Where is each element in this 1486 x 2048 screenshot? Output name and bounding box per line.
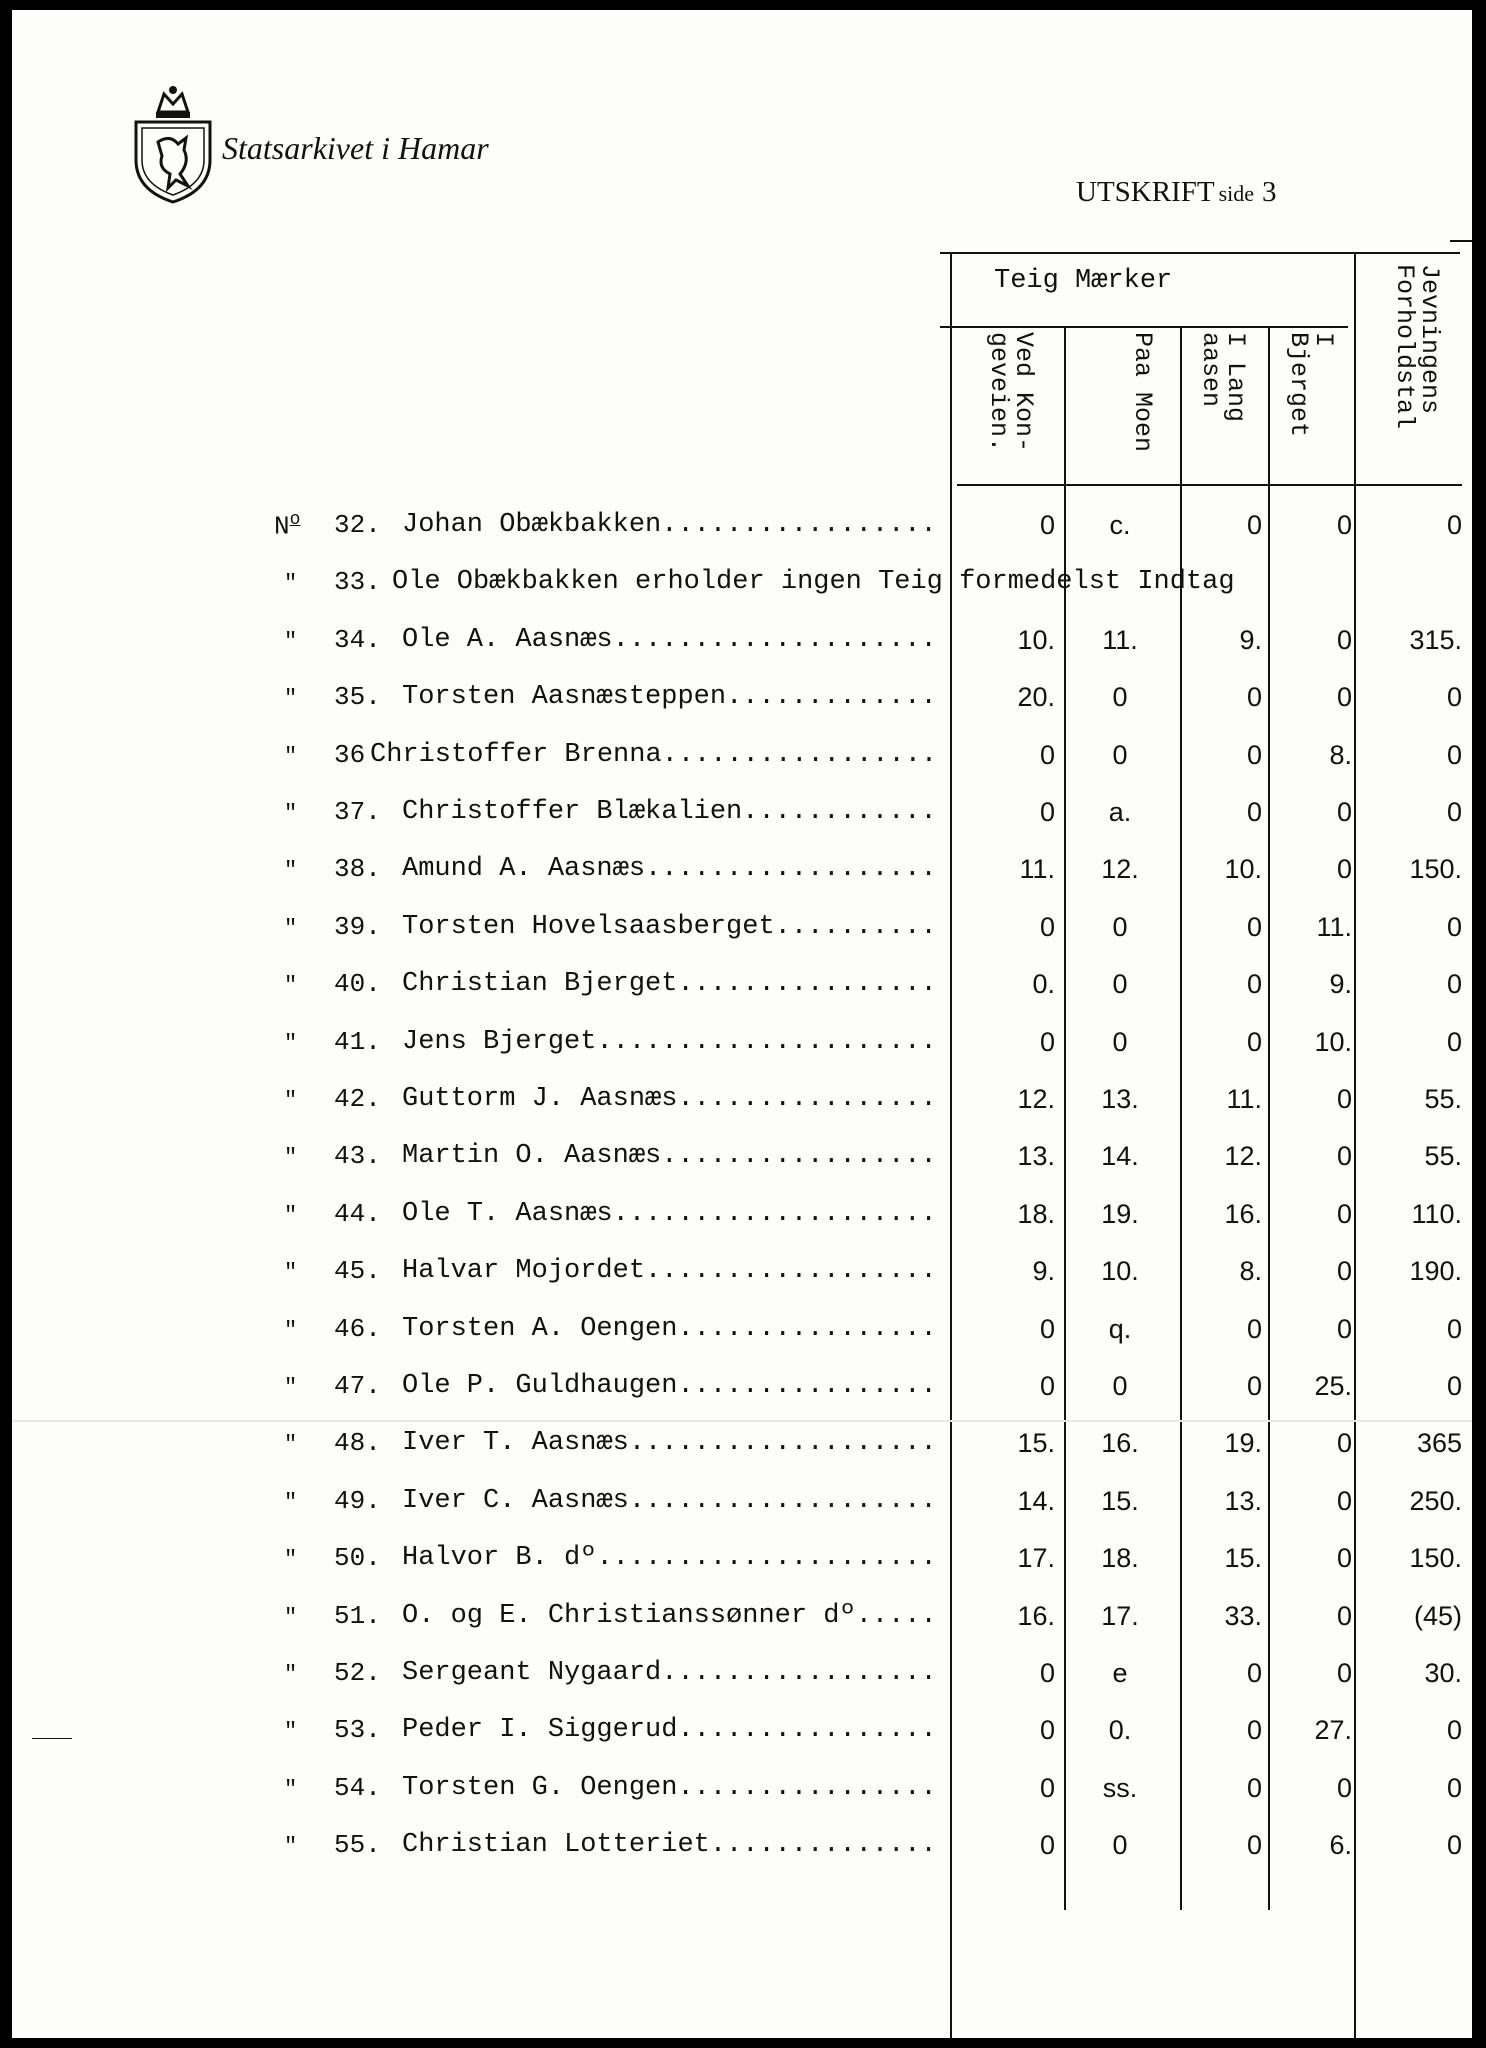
table-row <box>12 854 1472 898</box>
row-number: 36 <box>334 739 366 770</box>
table-row <box>12 1027 1472 1071</box>
row-number: 34. <box>334 624 381 655</box>
table-row <box>12 682 1472 726</box>
owner-name: O. og E. Christianssønner dº ..... <box>402 1601 940 1631</box>
value-i-langaasen: 33. <box>1224 1600 1262 1631</box>
value-i-langaasen: 15. <box>1224 1543 1262 1574</box>
col-header-ved-kongeveien: Ved Kon- geveien. <box>984 332 1038 453</box>
ditto-mark: " <box>284 571 298 597</box>
owner-name: Martin O. Aasnæs ..... <box>402 1141 940 1171</box>
value-paa-moen: 0 <box>1112 969 1128 1000</box>
table-row <box>12 1371 1472 1415</box>
value-i-bjerget: 0 <box>1336 1141 1352 1172</box>
table-row <box>12 912 1472 956</box>
value-forholdstal: 110. <box>1411 1198 1462 1229</box>
value-i-bjerget: 0 <box>1336 1543 1352 1574</box>
table-row <box>12 625 1472 669</box>
value-paa-moen: 10. <box>1101 1256 1139 1287</box>
col-header-jevningens-forholdstal: Jevningens Forholdstal <box>1390 264 1444 430</box>
table-row <box>12 797 1472 841</box>
value-i-langaasen: 11. <box>1226 1084 1262 1114</box>
value-i-bjerget: 0 <box>1336 1428 1352 1459</box>
paper-fold <box>12 1420 1472 1422</box>
value-i-langaasen: 13. <box>1224 1485 1262 1516</box>
value-i-bjerget: 0 <box>1336 624 1352 655</box>
col-header-paa-moen: Paa Moen <box>1128 332 1157 453</box>
value-i-bjerget: 0 <box>1336 1256 1352 1287</box>
table-row <box>12 1199 1472 1243</box>
ditto-mark: " <box>284 1030 298 1056</box>
page-number: 3 <box>1262 176 1277 208</box>
value-ved-kongeveien: 20. <box>1017 682 1055 713</box>
value-paa-moen: ss. <box>1102 1772 1138 1803</box>
value-i-langaasen: 0 <box>1246 1772 1262 1803</box>
ditto-mark: " <box>284 1547 298 1573</box>
row-note: Ole Obækbakken erholder ingen Teig formedelst Indtag <box>392 567 1235 598</box>
value-forholdstal: 0 <box>1446 1772 1462 1803</box>
value-paa-moen: e <box>1112 1658 1128 1688</box>
table-row <box>12 1543 1472 1587</box>
ditto-mark: " <box>284 1260 298 1286</box>
value-i-bjerget: 9. <box>1329 969 1352 1000</box>
owner-name: Christian Bjerget ..... <box>402 969 940 999</box>
value-i-bjerget: 0 <box>1336 1772 1352 1803</box>
row-number: 41. <box>334 1026 381 1057</box>
header-bottom-rule <box>957 484 1462 486</box>
owner-name: Torsten Hovelsaasberget ..... <box>402 912 940 942</box>
value-forholdstal: 0 <box>1446 1371 1462 1401</box>
value-forholdstal: 0 <box>1446 969 1462 1000</box>
ditto-mark: " <box>284 1776 298 1802</box>
value-forholdstal: 0 <box>1446 739 1462 770</box>
table-row <box>12 1141 1472 1185</box>
value-i-langaasen: 0 <box>1246 1026 1262 1057</box>
ditto-mark: " <box>284 743 298 769</box>
row-number: 55. <box>334 1830 381 1861</box>
ditto-mark: " <box>284 686 298 712</box>
row-number: 52. <box>334 1658 381 1688</box>
value-forholdstal: 150. <box>1409 1543 1462 1574</box>
value-paa-moen: 0 <box>1112 1830 1128 1861</box>
document-page <box>12 10 1472 2038</box>
value-i-bjerget: 27. <box>1314 1715 1352 1746</box>
value-ved-kongeveien: 0 <box>1039 1830 1055 1861</box>
value-paa-moen: 0 <box>1112 1026 1128 1057</box>
owner-name: Christian Lotteriet ..... <box>402 1830 940 1860</box>
value-paa-moen: 0 <box>1112 739 1128 770</box>
document-label <box>1076 176 1277 209</box>
row-number: 48. <box>334 1428 381 1459</box>
table-row <box>12 740 1472 784</box>
value-ved-kongeveien: 12. <box>1017 1084 1055 1114</box>
value-ved-kongeveien: 16. <box>1017 1600 1055 1631</box>
value-paa-moen: 18. <box>1101 1543 1139 1574</box>
value-i-langaasen: 19. <box>1224 1428 1262 1459</box>
ditto-mark: " <box>284 628 298 654</box>
number-prefix-letter: N <box>274 511 290 542</box>
value-ved-kongeveien: 11. <box>1019 854 1055 885</box>
value-forholdstal: 0 <box>1446 1830 1462 1861</box>
value-paa-moen: 0 <box>1112 911 1128 942</box>
value-i-langaasen: 0 <box>1246 1658 1262 1688</box>
value-i-bjerget: 8. <box>1329 739 1352 770</box>
ditto-mark: " <box>284 1317 298 1343</box>
value-paa-moen: 13. <box>1101 1084 1139 1114</box>
owner-name: Christoffer Brenna ..... <box>370 740 940 770</box>
value-i-bjerget: 0 <box>1336 1198 1352 1229</box>
value-ved-kongeveien: 0 <box>1039 797 1055 827</box>
value-i-langaasen: 0 <box>1246 1830 1262 1861</box>
row-number: 32. <box>334 510 381 540</box>
row-number: 44. <box>334 1198 381 1229</box>
value-paa-moen: 12. <box>1101 854 1139 885</box>
value-forholdstal: 0 <box>1446 1026 1462 1057</box>
table-top-rule-tick <box>1450 240 1472 242</box>
ditto-mark: " <box>284 1432 298 1458</box>
value-ved-kongeveien: 0 <box>1039 1715 1055 1746</box>
value-paa-moen: a. <box>1108 797 1132 827</box>
value-i-bjerget: 10. <box>1314 1026 1352 1057</box>
table-row <box>12 510 1472 554</box>
side-label: side <box>1218 181 1255 206</box>
group-header-teig-maerker: Teig Mærker <box>994 266 1173 296</box>
row-number: 53. <box>334 1715 381 1746</box>
table-row <box>12 1314 1472 1358</box>
table-row <box>12 567 1472 611</box>
value-forholdstal: 0 <box>1446 510 1462 540</box>
value-paa-moen: 0 <box>1112 1371 1128 1401</box>
row-number: 49. <box>334 1485 381 1516</box>
owner-name: Halvor B. dº ..... <box>402 1543 940 1573</box>
value-ved-kongeveien: 13. <box>1017 1141 1055 1172</box>
value-forholdstal: 0 <box>1446 1715 1462 1746</box>
value-ved-kongeveien: 18. <box>1017 1198 1055 1229</box>
row-number: 33. <box>334 567 381 598</box>
ditto-mark: " <box>284 1202 298 1228</box>
value-ved-kongeveien: 0 <box>1039 1371 1055 1401</box>
row-number: 42. <box>334 1084 381 1114</box>
value-i-langaasen: 0 <box>1246 739 1262 770</box>
row-number: 38. <box>334 854 381 885</box>
table-row <box>12 1658 1472 1702</box>
value-ved-kongeveien: 0 <box>1039 911 1055 942</box>
owner-name: Iver C. Aasnæs ..... <box>402 1486 940 1516</box>
table-row <box>12 1486 1472 1530</box>
value-i-langaasen: 12. <box>1224 1141 1262 1172</box>
value-paa-moen: 14. <box>1101 1141 1139 1172</box>
value-i-bjerget: 25. <box>1314 1371 1352 1401</box>
col-header-i-bjerget: I Bjerget <box>1284 332 1338 438</box>
value-i-langaasen: 0 <box>1246 797 1262 827</box>
value-i-langaasen: 0 <box>1246 510 1262 540</box>
row-number: 43. <box>334 1141 381 1172</box>
value-i-langaasen: 0 <box>1246 1313 1262 1344</box>
value-i-bjerget: 6. <box>1329 1830 1352 1861</box>
row-number: 47. <box>334 1371 381 1401</box>
value-ved-kongeveien: 0 <box>1039 510 1055 540</box>
value-forholdstal: 0 <box>1446 911 1462 942</box>
number-prefix-superscript: o <box>289 510 301 530</box>
owner-name: Torsten A. Oengen ..... <box>402 1314 940 1344</box>
row-number: 40. <box>334 969 381 1000</box>
value-paa-moen: q. <box>1108 1313 1132 1344</box>
table-row <box>12 1830 1472 1874</box>
value-ved-kongeveien: 0. <box>1032 969 1055 1000</box>
value-ved-kongeveien: 17. <box>1017 1543 1055 1574</box>
value-ved-kongeveien: 9. <box>1032 1256 1055 1287</box>
ditto-mark: " <box>284 1489 298 1515</box>
value-ved-kongeveien: 0 <box>1039 1026 1055 1057</box>
coat-of-arms-icon <box>128 82 218 204</box>
value-forholdstal: 0 <box>1446 797 1462 827</box>
value-ved-kongeveien: 0 <box>1039 1772 1055 1803</box>
value-paa-moen: c. <box>1109 510 1131 540</box>
archive-name: Statsarkivet i Hamar <box>222 130 489 166</box>
value-forholdstal: 0 <box>1446 682 1462 713</box>
table-row <box>12 969 1472 1013</box>
value-forholdstal: 0 <box>1446 1313 1462 1344</box>
value-forholdstal: 55. <box>1424 1141 1462 1172</box>
ditto-mark: " <box>284 1719 298 1745</box>
value-i-langaasen: 0 <box>1246 1715 1262 1746</box>
value-paa-moen: 0 <box>1112 682 1128 713</box>
value-ved-kongeveien: 15. <box>1017 1428 1055 1459</box>
ditto-mark: " <box>284 1834 298 1860</box>
value-i-langaasen: 9. <box>1239 624 1262 655</box>
owner-name: Ole A. Aasnæs ..... <box>402 625 940 655</box>
value-ved-kongeveien: 0 <box>1039 1313 1055 1344</box>
group-header-rule <box>940 326 1348 328</box>
value-forholdstal: 250. <box>1409 1485 1462 1516</box>
value-i-bjerget: 11. <box>1316 911 1352 942</box>
value-ved-kongeveien: 0 <box>1039 739 1055 770</box>
table-row <box>12 1256 1472 1300</box>
value-i-langaasen: 8. <box>1239 1256 1262 1287</box>
value-forholdstal: (45) <box>1413 1600 1462 1631</box>
owner-name: Guttorm J. Aasnæs ..... <box>402 1084 940 1114</box>
row-number: 51. <box>334 1600 381 1631</box>
table-top-rule <box>940 252 1460 254</box>
ditto-mark: " <box>284 1604 298 1630</box>
owner-name: Jens Bjerget ..... <box>402 1027 940 1057</box>
value-forholdstal: 55. <box>1424 1084 1462 1114</box>
value-i-langaasen: 0 <box>1246 911 1262 942</box>
doc-label: UTSKRIFT <box>1076 176 1215 208</box>
ditto-mark: " <box>284 1088 298 1113</box>
ditto-mark: " <box>284 973 298 999</box>
value-i-bjerget: 0 <box>1336 797 1352 827</box>
owner-name: Sergeant Nygaard ..... <box>402 1658 940 1688</box>
value-forholdstal: 315. <box>1409 624 1462 655</box>
row-number: 46. <box>334 1313 381 1344</box>
value-i-langaasen: 10. <box>1224 854 1262 885</box>
value-i-langaasen: 0 <box>1246 682 1262 713</box>
value-i-bjerget: 0 <box>1336 1084 1352 1114</box>
owner-name: Torsten G. Oengen ..... <box>402 1773 940 1803</box>
value-i-bjerget: 0 <box>1336 1658 1352 1688</box>
value-i-langaasen: 16. <box>1224 1198 1262 1229</box>
value-ved-kongeveien: 10. <box>1017 624 1055 655</box>
owner-name: Halvar Mojordet ..... <box>402 1256 940 1286</box>
value-i-bjerget: 0 <box>1336 854 1352 885</box>
row-number: 54. <box>334 1772 381 1803</box>
value-i-bjerget: 0 <box>1336 682 1352 713</box>
col-header-i-langaasen: I Lang aasen <box>1196 332 1250 423</box>
owner-name: Iver T. Aasnæs ..... <box>402 1428 940 1458</box>
owner-name: Johan Obækbakken ..... <box>402 510 940 540</box>
value-ved-kongeveien: 14. <box>1017 1485 1055 1516</box>
value-forholdstal: 190. <box>1409 1256 1462 1287</box>
number-prefix <box>274 510 300 542</box>
row-number: 35. <box>334 682 381 713</box>
ditto-mark: " <box>284 858 298 884</box>
owner-name: Peder I. Siggerud ..... <box>402 1715 940 1745</box>
ditto-mark: " <box>284 915 298 941</box>
value-forholdstal: 365 <box>1416 1428 1462 1459</box>
value-i-langaasen: 0 <box>1246 969 1262 1000</box>
table-row <box>12 1601 1472 1645</box>
ditto-mark: " <box>284 1375 298 1400</box>
value-ved-kongeveien: 0 <box>1039 1658 1055 1688</box>
value-paa-moen: 11. <box>1102 624 1138 655</box>
value-forholdstal: 30. <box>1424 1658 1462 1688</box>
owner-name: Christoffer Blækalien ..... <box>402 797 940 827</box>
value-paa-moen: 19. <box>1101 1198 1139 1229</box>
owner-name: Torsten Aasnæsteppen ..... <box>402 682 940 712</box>
table-row <box>12 1084 1472 1128</box>
row-number: 45. <box>334 1256 381 1287</box>
ditto-mark: " <box>284 801 298 826</box>
table-row <box>12 1428 1472 1472</box>
value-paa-moen: 0. <box>1108 1715 1132 1746</box>
value-forholdstal: 150. <box>1409 854 1462 885</box>
value-i-bjerget: 0 <box>1336 1313 1352 1344</box>
table-row <box>12 1773 1472 1817</box>
table-row <box>12 1715 1472 1759</box>
row-number: 37. <box>334 797 381 827</box>
value-i-langaasen: 0 <box>1246 1371 1262 1401</box>
value-paa-moen: 16. <box>1101 1428 1139 1459</box>
value-i-bjerget: 0 <box>1336 1485 1352 1516</box>
value-paa-moen: 15. <box>1101 1485 1139 1516</box>
value-i-bjerget: 0 <box>1336 1600 1352 1631</box>
value-i-bjerget: 0 <box>1336 510 1352 540</box>
ditto-mark: " <box>284 1145 298 1171</box>
value-paa-moen: 17. <box>1101 1600 1139 1631</box>
owner-name: Ole P. Guldhaugen ..... <box>402 1371 940 1401</box>
owner-name: Amund A. Aasnæs ..... <box>402 854 940 884</box>
ditto-mark: " <box>284 1662 298 1687</box>
owner-name: Ole T. Aasnæs ..... <box>402 1199 940 1229</box>
row-number: 50. <box>334 1543 381 1574</box>
row-number: 39. <box>334 911 381 942</box>
